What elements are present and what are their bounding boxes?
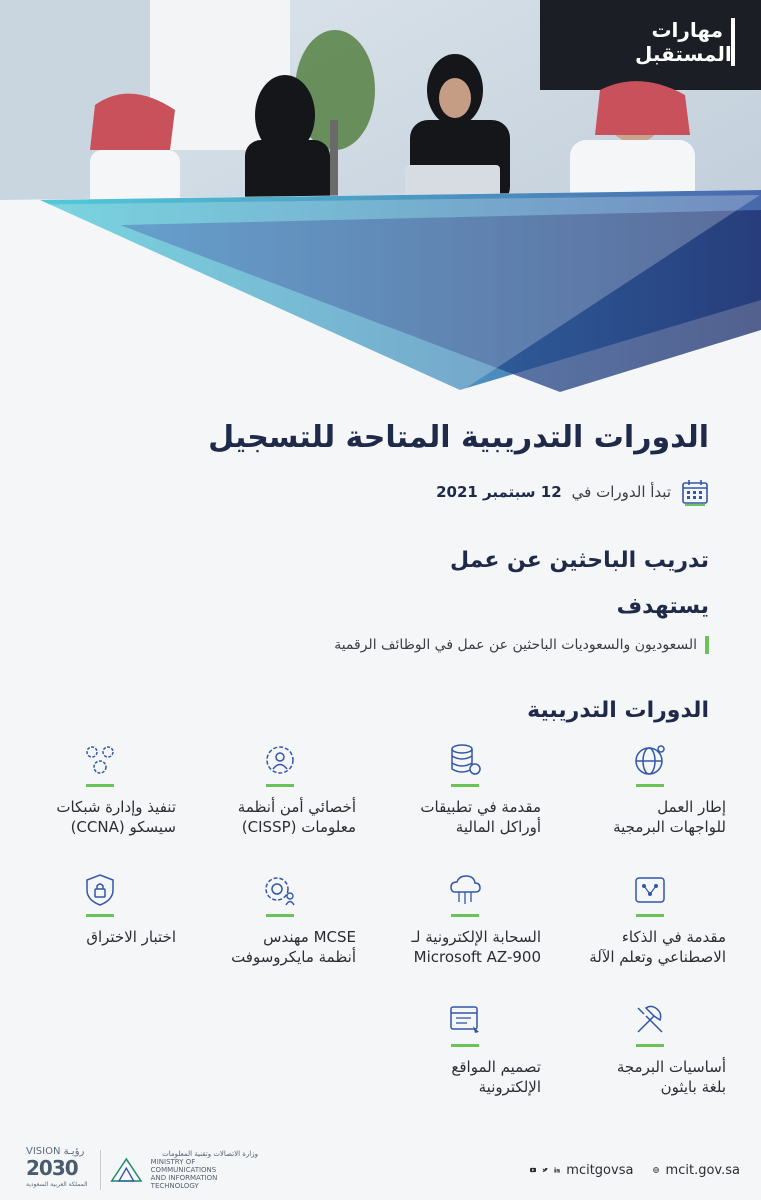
brand-line2: المستقبل bbox=[635, 42, 732, 66]
vision-year: 2030 bbox=[26, 1156, 78, 1180]
course-item bbox=[385, 872, 545, 967]
course-item bbox=[20, 742, 180, 837]
course-label: اختبار الاختراق bbox=[86, 928, 176, 946]
social-handle[interactable]: mcitgovsa bbox=[566, 1162, 634, 1178]
green-underline bbox=[266, 784, 294, 787]
hero-image bbox=[0, 0, 761, 395]
footer-divider bbox=[100, 1150, 101, 1190]
linkedin-icon[interactable] bbox=[554, 1163, 560, 1177]
course-label: إطار العمل للواجهات البرمجية bbox=[613, 798, 726, 836]
green-underline bbox=[451, 1044, 479, 1047]
course-label: MCSE مهندس أنظمة مايكروسوفت bbox=[231, 928, 356, 966]
ministry-emblem-icon bbox=[108, 1154, 145, 1186]
website-link[interactable]: mcit.gov.sa bbox=[665, 1162, 740, 1178]
program-logo bbox=[635, 18, 735, 66]
cloud-icon bbox=[447, 872, 483, 908]
green-underline bbox=[451, 914, 479, 917]
green-underline bbox=[86, 784, 114, 787]
youtube-icon[interactable] bbox=[530, 1163, 536, 1177]
calendar-icon bbox=[681, 478, 709, 506]
course-label: أخصائي أمن أنظمة معلومات (CISSP) bbox=[237, 798, 356, 836]
green-underline bbox=[636, 784, 664, 787]
shield-lock-icon bbox=[82, 872, 118, 908]
vision-2030-logo bbox=[26, 1146, 96, 1194]
ministry-logo bbox=[108, 1152, 258, 1188]
engineer-gear-icon bbox=[262, 872, 298, 908]
courses-heading: الدورات التدريبية bbox=[527, 698, 709, 723]
page-title: الدورات التدريبية المتاحة للتسجيل bbox=[208, 420, 709, 455]
security-expert-icon bbox=[262, 742, 298, 778]
course-label: أساسيات البرمجة بلغة بايثون bbox=[616, 1058, 726, 1096]
gears-icon bbox=[82, 742, 118, 778]
course-item bbox=[570, 872, 730, 967]
vision-caption: المملكة العربية السعودية bbox=[26, 1181, 88, 1188]
course-item bbox=[385, 1002, 545, 1097]
program-title: تدريب الباحثين عن عمل bbox=[449, 548, 709, 573]
course-label: تصميم المواقع الإلكترونية bbox=[451, 1058, 541, 1096]
course-item bbox=[570, 742, 730, 837]
date-prefix: تبدأ الدورات في bbox=[571, 483, 671, 501]
twitter-icon[interactable] bbox=[542, 1163, 548, 1177]
course-item bbox=[20, 872, 180, 947]
target-heading: يستهدف bbox=[616, 594, 709, 619]
course-item bbox=[200, 872, 360, 967]
tools-icon bbox=[632, 1002, 668, 1038]
green-underline bbox=[266, 914, 294, 917]
start-date-row bbox=[209, 478, 709, 506]
course-label: مقدمة في الذكاء الاصطناعي وتعلم الآلة bbox=[589, 928, 726, 966]
social-links bbox=[530, 1158, 740, 1182]
target-text: السعوديون والسعوديات الباحثين عن عمل في الوظائف الرقمية bbox=[189, 636, 709, 654]
course-item bbox=[385, 742, 545, 837]
ministry-text: وزارة الاتصالات وتقنية المعلومات MINISTRY OF COMMUNICATIONS AND INFORMATION TECHNOLOGY bbox=[150, 1150, 258, 1190]
course-item bbox=[570, 1002, 730, 1097]
course-item bbox=[200, 742, 360, 837]
globe-link-icon[interactable] bbox=[653, 1163, 659, 1177]
brand-line1: مهارات bbox=[651, 18, 723, 42]
course-label: مقدمة في تطبيقات أوراكل المالية bbox=[420, 798, 541, 836]
date-value: 12 سبتمبر 2021 bbox=[436, 483, 562, 501]
green-underline bbox=[86, 914, 114, 917]
green-underline bbox=[636, 1044, 664, 1047]
green-underline bbox=[451, 784, 479, 787]
database-icon bbox=[447, 742, 483, 778]
footer bbox=[0, 1140, 761, 1200]
course-label: تنفيذ وإدارة شبكات سيسكو (CCNA) bbox=[56, 798, 176, 836]
globe-icon bbox=[632, 742, 668, 778]
web-design-icon bbox=[447, 1002, 483, 1038]
green-underline bbox=[636, 914, 664, 917]
ai-chip-icon bbox=[632, 872, 668, 908]
course-label: السحابة الإلكترونية لـ Microsoft AZ-900 bbox=[411, 928, 541, 966]
vision-label: VISION رؤيـة bbox=[26, 1146, 85, 1157]
